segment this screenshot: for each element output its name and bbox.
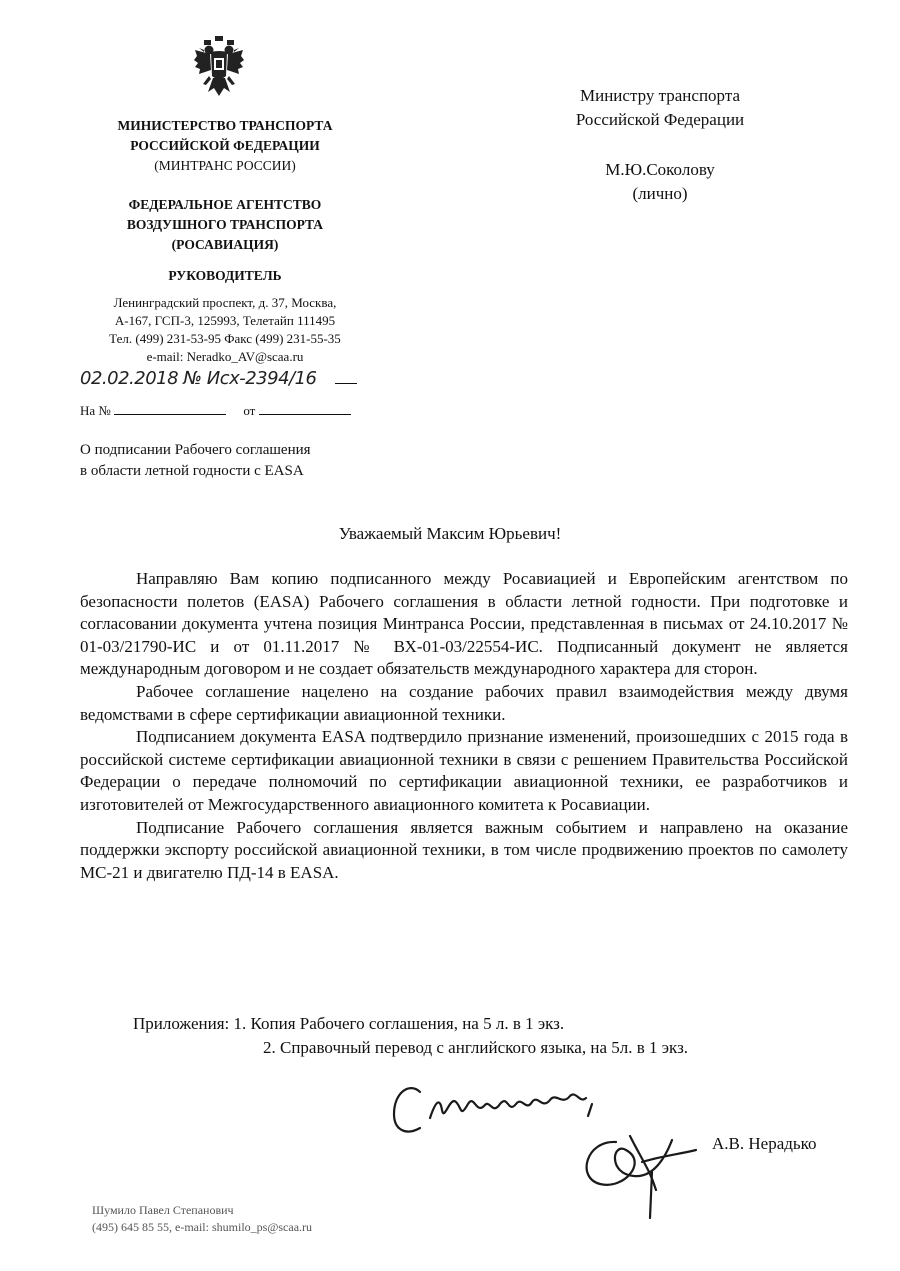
coat-of-arms-icon [193, 36, 245, 98]
recipient-line2: Российской Федерации [575, 110, 745, 129]
address-line3: Тел. (499) 231-53-95 Факс (499) 231-55-35 [109, 331, 341, 346]
ministry-line2: РОССИЙСКОЙ ФЕДЕРАЦИИ [130, 138, 320, 153]
subject-line2: в области летной годности с EASA [80, 463, 304, 479]
ref-date-blank [259, 402, 351, 415]
body-paragraph-4: Подписание Рабочего соглашения является важным событием и направлено на оказание поддержки экспорту российской авиационной техники, в том числе продвижению проектов по самолету МС-21 и двигателю ПД-14 в EASA. [80, 817, 848, 882]
attachments [133, 1012, 833, 1060]
ministry-line1: МИНИСТЕРСТВО ТРАНСПОРТА [117, 118, 333, 133]
from-label: от [243, 403, 256, 418]
agency-title [60, 195, 390, 255]
agency-short: (РОСАВИАЦИЯ) [171, 237, 279, 252]
body-paragraph-2: Рабочее соглашение нацелено на создание рабочих правил взаимодействия между двумя ведомствами в сфере сертификации авиационной техники. [80, 681, 848, 724]
body-paragraph-1: Направляю Вам копию подписанного между Росавиацией и Европейским агентством по безопасности полетов (EASA) Рабочего соглашения в области летной годности. При подготовке и согласовании документа учтена позиция Минтранса России, представленная в письмах от 24.10.2017 № 01-03/21790-ИС и от 01.11.2017 № ВХ-01-03/22554-ИС. Подписанный документ не является международным договором и не создает обязательств международного характера для сторон. [80, 569, 848, 679]
recipient-name: М.Ю.Соколову [605, 160, 715, 179]
address-line1: Ленинградский проспект, д. 37, Москва, [113, 295, 337, 310]
agency-line2: ВОЗДУШНОГО ТРАНСПОРТА [126, 217, 324, 232]
letter-body [80, 568, 848, 884]
executor-info [92, 1202, 312, 1236]
registration-handwritten: 02.02.2018 № Исх-2394/16 [80, 368, 317, 389]
agency-line1: ФЕДЕРАЛЬНОЕ АГЕНТСТВО [128, 197, 322, 212]
attachment-item-1: 1. Копия Рабочего соглашения, на 5 л. в 1 экз. [233, 1014, 565, 1033]
attachment-item-2: 2. Справочный перевод с английского языка, на 5л. в 1 экз. [263, 1038, 689, 1057]
subject-line1: О подписании Рабочего соглашения [80, 442, 311, 458]
recipient-line1: Министру транспорта [580, 86, 740, 105]
ministry-title [60, 116, 390, 176]
agency-address [60, 294, 390, 366]
recipient-note: (лично) [632, 184, 688, 203]
body-paragraph-3: Подписанием документа EASA подтвердило признание изменений, произошедших с 2015 года в российской системе сертификации авиационной техники в связи с решением Правительства Российской Федерации о передаче полномочий по сертификации авиационной техники, ее разработчиков и изготовителей от Межгосударственного авиационного комитета к Росавиации. [80, 727, 848, 814]
signatory-name: А.В. Нерадько [712, 1134, 817, 1153]
address-line4: e-mail: Neradko_AV@scaa.ru [146, 349, 304, 364]
executor-name: Шумило Павел Степанович [92, 1203, 234, 1217]
handwritten-signature [380, 1070, 710, 1220]
registration-number [80, 368, 400, 394]
executor-contact: (495) 645 85 55, e-mail: shumilo_ps@scaa.ru [92, 1220, 313, 1234]
position-title: РУКОВОДИТЕЛЬ [168, 268, 282, 283]
reference-line [80, 402, 351, 419]
letter-subject [80, 440, 390, 482]
attachments-label: Приложения: [133, 1014, 230, 1033]
recipient-name-block [545, 158, 775, 206]
recipient-position [545, 84, 775, 132]
ministry-short: (МИНТРАНС РОССИИ) [154, 158, 296, 173]
ref-number-blank [114, 402, 226, 415]
greeting: Уважаемый Максим Юрьевич! [338, 524, 562, 543]
registration-underline [335, 371, 357, 384]
ref-label: На № [80, 403, 111, 418]
address-line2: А-167, ГСП-3, 125993, Телетайп 111495 [114, 313, 336, 328]
